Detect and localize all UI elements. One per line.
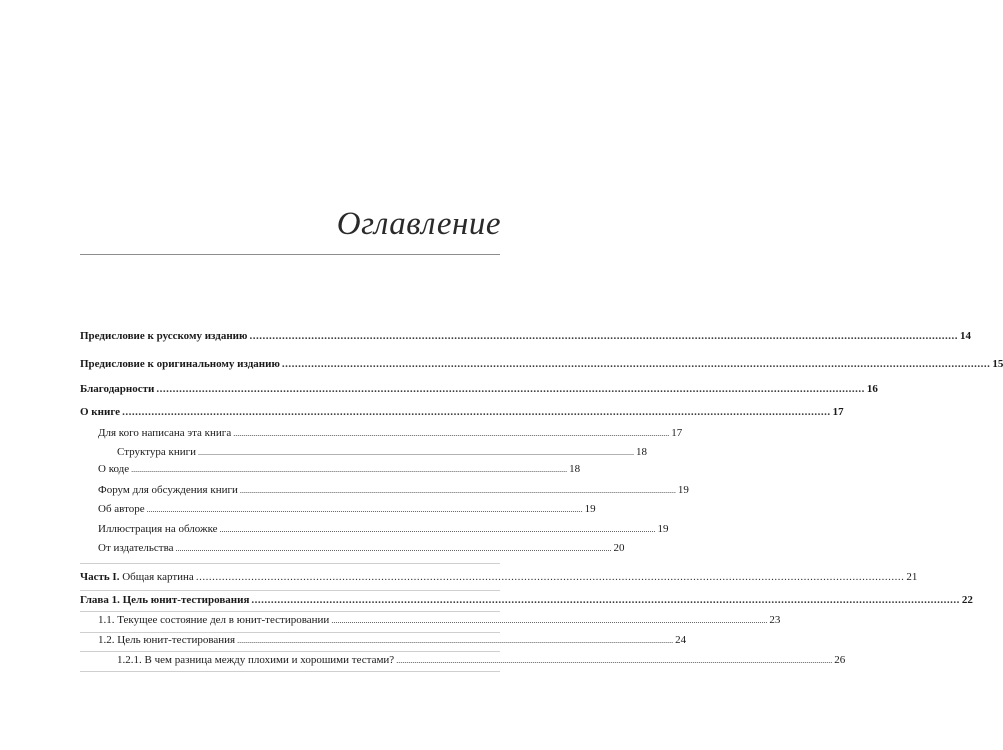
toc-page-number: 21 [906, 571, 918, 583]
toc-entry-label: Благодарности [80, 383, 155, 395]
toc-entry-label: От издательства [98, 542, 174, 554]
toc-page-number: 14 [959, 330, 971, 342]
toc-leader-dots: .......................................................................................................................................................................................................................... [233, 429, 670, 438]
toc-entry-label: Глава 1. Цель юнит-тестирования [80, 594, 250, 606]
toc-separator [80, 632, 500, 633]
toc-part-number: Часть I. [80, 571, 120, 583]
toc-entry-label: О коде [98, 463, 130, 475]
toc-page-number: 23 [769, 614, 781, 626]
toc-page-number: 17 [832, 406, 844, 418]
toc-entry-label: О книге [80, 406, 121, 418]
toc-entry-label: 1.1. Текущее состояние дел в юнит-тестировании [98, 614, 330, 626]
toc-leader-dots: .......................................................................................................................................................................................................................... [219, 525, 656, 534]
toc-page-number: 20 [613, 542, 625, 554]
toc-page-number: 26 [834, 654, 846, 666]
toc-entry-label: Предисловие к оригинальному изданию [80, 358, 280, 370]
toc-entry-label: Предисловие к русскому изданию [80, 330, 248, 342]
toc-entry-preface-original[interactable] [80, 358, 1003, 370]
title-rule [80, 254, 500, 255]
toc-entry-label: Для кого написана эта книга [98, 427, 232, 439]
toc-entry-part-1[interactable] [80, 571, 918, 583]
toc-entry-preface-russian[interactable] [80, 330, 971, 342]
toc-leader-dots: .......................................................................................................................................................................................................................... [131, 465, 568, 474]
toc-part-title: Общая картина [122, 571, 194, 583]
toc-leader-dots: .......................................................................................................................................................................................................................... [146, 505, 583, 514]
toc-entry-publisher[interactable] [98, 542, 625, 554]
toc-entry-forum[interactable] [98, 484, 689, 496]
toc-leader-dots: .......................................................................................................................................................................................................................... [239, 486, 676, 495]
toc-page-number: 18 [569, 463, 581, 475]
toc-separator [80, 590, 500, 591]
toc-page-number: 17 [671, 427, 683, 439]
toc-page-number: 18 [636, 446, 647, 458]
toc-leader-dots: .......................................................................................................................................................................................................................... [122, 406, 831, 418]
toc-entry-label: Об авторе [98, 503, 145, 515]
toc-page-number: 19 [584, 503, 596, 515]
toc-entry-structure[interactable] [117, 446, 647, 458]
toc-entry-code[interactable] [98, 463, 581, 475]
page-title: Оглавление [336, 206, 501, 242]
toc-entry-label: 1.2. Цель юнит-тестирования [98, 634, 236, 646]
toc-entry-about-book[interactable] [80, 406, 844, 418]
toc-entry-label: Структура книги [117, 446, 196, 458]
toc-page-number: 15 [992, 358, 1003, 370]
toc-page-number: 22 [961, 594, 973, 606]
toc-entry-section-1-1[interactable] [98, 614, 781, 626]
toc-entry-section-1-2-1[interactable] [117, 654, 846, 666]
toc-entry-cover-illustration[interactable] [98, 523, 669, 535]
toc-entry-label: Форум для обсуждения книги [98, 484, 238, 496]
toc-page-number: 16 [866, 383, 878, 395]
toc-separator [80, 563, 500, 564]
toc-page-number: 19 [677, 484, 689, 496]
toc-entry-section-1-2[interactable] [98, 634, 687, 646]
toc-entry-chapter-1[interactable] [80, 594, 973, 606]
toc-leader-dots: .......................................................................................................................................................................................................................... [195, 571, 905, 583]
toc-leader-dots: .......................................................................................................................................................................................................................... [251, 594, 960, 606]
toc-separator [80, 671, 500, 672]
toc-entry-label [80, 571, 196, 583]
toc-leader-dots: .......................................................................................................................................................................................................................... [175, 544, 612, 553]
toc-leader-dots: .......................................................................................................................................................................................................................... [396, 656, 833, 665]
toc-separator [80, 611, 500, 612]
toc-leader-dots: .......................................................................................................................................................................................................................... [331, 616, 768, 625]
toc-page-number: 19 [657, 523, 669, 535]
toc-entry-label: 1.2.1. В чем разница между плохими и хорошими тестами? [117, 654, 395, 666]
toc-leader-dots: .......................................................................................................................................................................................................................... [198, 448, 634, 457]
toc-leader-dots: .......................................................................................................................................................................................................................... [281, 358, 991, 370]
toc-leader-dots: .......................................................................................................................................................................................................................... [237, 636, 674, 645]
toc-entry-label: Иллюстрация на обложке [98, 523, 218, 535]
toc-leader-dots: .......................................................................................................................................................................................................................... [249, 330, 958, 342]
toc-entry-audience[interactable] [98, 427, 683, 439]
toc-separator [80, 651, 500, 652]
toc-page-number: 24 [675, 634, 687, 646]
toc-entry-acknowledgements[interactable] [80, 383, 878, 395]
toc-leader-dots: .......................................................................................................................................................................................................................... [156, 383, 865, 395]
toc-entry-author[interactable] [98, 503, 596, 515]
